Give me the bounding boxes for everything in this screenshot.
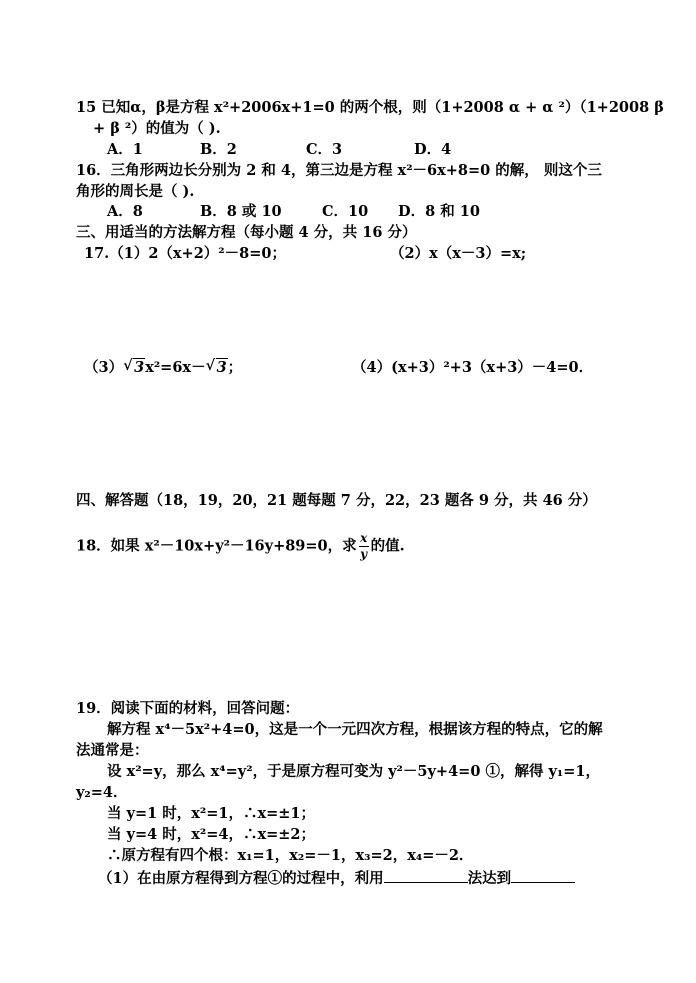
q19-line8-a: （1）在由原方程得到方程①的过程中，利用 bbox=[98, 870, 384, 887]
answer-blank-1[interactable] bbox=[384, 868, 468, 883]
sqrt-3-b-value: 3 bbox=[216, 359, 227, 376]
q16-option-d: D．8 和 10 bbox=[398, 203, 480, 220]
fraction-x-over-y bbox=[359, 532, 369, 561]
q17-part3 bbox=[84, 359, 242, 377]
q15-option-d: D．4 bbox=[414, 141, 452, 158]
q19-intro: 19．阅读下面的材料，回答问题： bbox=[76, 700, 300, 717]
q15-line2: + β ²）的值为（ ). bbox=[93, 120, 221, 137]
sqrt-3-a: √ 3 bbox=[123, 357, 145, 376]
q19-line1: 解方程 x⁴－5x²+4=0，这是一个一元四次方程，根据该方程的特点，它的解 bbox=[107, 721, 603, 738]
q16-option-c: C．10 bbox=[322, 203, 369, 220]
q17-part3-prefix: （3） bbox=[84, 359, 124, 376]
q15-option-c: C．3 bbox=[306, 141, 343, 158]
q19-line6: 当 y=4 时，x²=4，∴x=±2； bbox=[107, 826, 316, 843]
q19-line8-b: 法达到 bbox=[467, 870, 512, 887]
fraction-denominator: y bbox=[360, 547, 368, 561]
q16-option-a: A．8 bbox=[107, 203, 143, 220]
q19-line3: 设 x²=y，那么 x⁴=y²，于是原方程可变为 y²－5y+4=0 ①，解得 y₁=1， bbox=[107, 763, 601, 780]
q18 bbox=[76, 532, 405, 561]
sqrt-3-b: √ 3 bbox=[205, 357, 227, 376]
q16-option-b: B．8 或 10 bbox=[200, 203, 282, 220]
q17-part3-mid: x²=6x－ bbox=[145, 359, 206, 376]
q15-line1: 15 已知α，β是方程 x²+2006x+1=0 的两个根，则（1+2008 α + α ²）（1+2008 β bbox=[76, 99, 664, 116]
q19-line4: y₂=4． bbox=[76, 784, 128, 801]
q15-option-a: A．1 bbox=[107, 141, 143, 158]
q15-option-b: B．2 bbox=[200, 141, 237, 158]
answer-blank-2[interactable] bbox=[511, 868, 575, 883]
section3-heading: 三、用适当的方法解方程（每小题 4 分，共 16 分） bbox=[76, 224, 417, 241]
q19-line8 bbox=[98, 868, 575, 888]
q17-part3-suffix: ； bbox=[227, 359, 243, 376]
fraction-numerator: x bbox=[360, 531, 368, 545]
section4-heading: 四、解答题（18，19，20，21 题每题 7 分，22，23 题各 9 分，共 46 分） bbox=[76, 492, 597, 509]
sqrt-3-a-value: 3 bbox=[134, 359, 145, 376]
q19-line7: ∴原方程有四个根：x₁=1，x₂=－1，x₃=2，x₄=－2． bbox=[107, 847, 474, 864]
q17-part2: （2）x（x－3）=x; bbox=[390, 245, 527, 262]
q16-line2: 角形的周长是（ ). bbox=[76, 183, 195, 200]
q18-prefix: 18．如果 x²－10x+y²－16y+89=0，求 bbox=[76, 537, 357, 555]
q17-part1: 17.（1）2（x+2）²－8=0； bbox=[84, 245, 286, 262]
q17-part4: （4）(x+3）²+3（x+3）－4=0． bbox=[352, 359, 594, 376]
q16-line1: 16．三角形两边长分别为 2 和 4，第三边是方程 x²－6x+8=0 的解， 则这个三 bbox=[76, 162, 602, 179]
q19-line5: 当 y=1 时，x²=1，∴x=±1； bbox=[107, 805, 316, 822]
q18-suffix: 的值. bbox=[370, 537, 405, 555]
q19-line2: 法通常是： bbox=[76, 742, 149, 759]
